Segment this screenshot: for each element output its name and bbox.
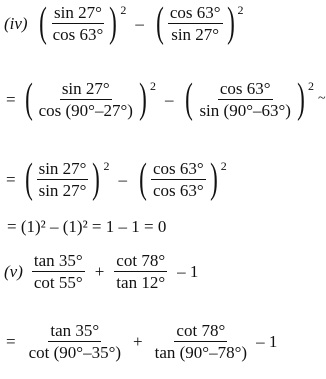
minus-sign: – (118, 169, 127, 189)
denominator: cos 63° (52, 24, 104, 44)
numerator: cos 63° (152, 158, 204, 178)
numerator: sin 27° (38, 158, 87, 178)
iv-line-2 (4, 78, 326, 120)
open-paren: ( (185, 76, 194, 122)
iv-result-line (7, 218, 166, 235)
open-paren: ( (38, 0, 47, 46)
exponent: 2 (237, 3, 244, 17)
exponent: 2 (307, 79, 314, 93)
fraction (151, 160, 206, 199)
close-paren: ) (92, 156, 101, 202)
equals-sign: = (6, 89, 16, 109)
paren-group (36, 2, 127, 44)
plus-sign: + (94, 262, 105, 281)
open-paren: ( (139, 156, 147, 202)
open-paren: ( (24, 76, 33, 122)
minus-one: – 1 (256, 332, 278, 351)
open-paren: ( (155, 0, 164, 46)
close-paren: ) (226, 0, 235, 46)
denominator: sin 27° (38, 180, 87, 200)
denominator: cos 63° (152, 180, 204, 200)
plus-sign: + (133, 332, 143, 351)
iv-line-3 (4, 158, 227, 200)
stray-mark: ~ (317, 91, 326, 106)
part-iv-label: (iv) (4, 13, 28, 33)
numerator: sin 27° (54, 2, 102, 22)
v-line-2 (4, 322, 286, 361)
fraction (37, 80, 135, 119)
denominator: sin 27° (171, 24, 220, 44)
exponent: 2 (120, 3, 127, 17)
paren-group (182, 78, 314, 120)
fraction (153, 322, 249, 361)
denominator: sin (90°–63°) (199, 100, 291, 120)
close-paren: ) (109, 0, 118, 46)
numerator: cot 78° (176, 321, 226, 340)
paren-group (153, 2, 244, 44)
fraction (197, 80, 293, 119)
denominator: cot (90°–35°) (28, 343, 122, 362)
numerator: cot 78° (116, 251, 166, 270)
denominator: tan 12° (116, 273, 166, 292)
fraction (168, 4, 223, 43)
minus-one: – 1 (177, 262, 199, 281)
numerator: cos 63° (169, 2, 221, 22)
paren-group (22, 78, 156, 120)
numerator: sin 27° (61, 78, 110, 98)
numerator: tan 35° (50, 321, 100, 340)
open-paren: ( (24, 156, 33, 202)
denominator: cot 55° (33, 273, 83, 292)
result-text: = (1)² – (1)² = 1 – 1 = 0 (7, 217, 167, 236)
numerator: tan 35° (33, 251, 83, 270)
minus-sign: – (164, 89, 174, 109)
part-v-label: (v) (4, 262, 23, 281)
denominator: tan (90°–78°) (154, 343, 248, 362)
numerator: cos 63° (219, 78, 271, 98)
exponent: 2 (220, 159, 227, 173)
paren-group (136, 158, 227, 200)
minus-sign: – (135, 13, 144, 33)
iv-line-1 (4, 2, 244, 44)
fraction (37, 160, 89, 199)
close-paren: ) (139, 76, 147, 122)
fraction (51, 4, 106, 43)
equals-sign: = (6, 169, 16, 189)
fraction (27, 322, 123, 361)
fraction (32, 252, 85, 291)
v-line-1 (4, 252, 207, 291)
exponent: 2 (103, 159, 110, 173)
equals-sign: = (6, 332, 16, 351)
fraction (114, 252, 167, 291)
close-paren: ) (209, 156, 218, 202)
exponent: 2 (149, 79, 156, 93)
denominator: cos (90°–27°) (38, 100, 133, 120)
close-paren: ) (297, 76, 305, 122)
paren-group (22, 158, 110, 200)
